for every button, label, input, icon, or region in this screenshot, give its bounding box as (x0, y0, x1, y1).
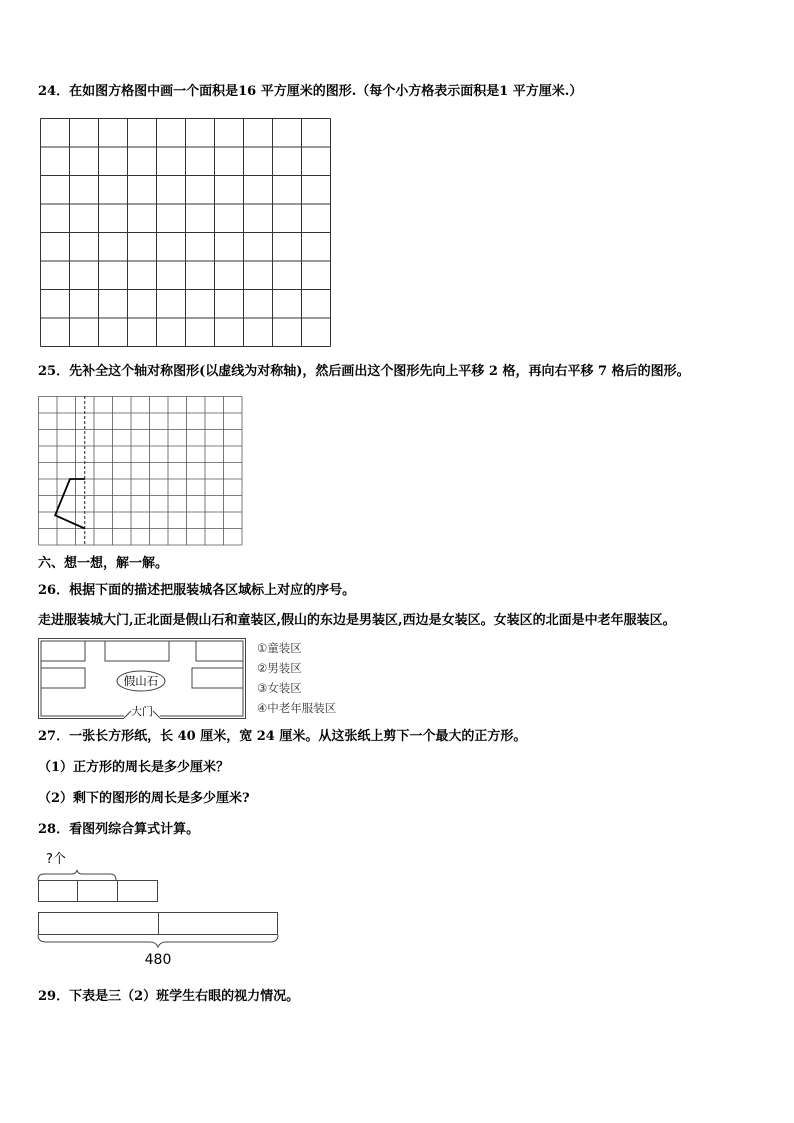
top-bar-segment-3 (118, 881, 158, 902)
q28-text: 看图列综合算式计算。 (69, 822, 200, 837)
option-kids: ①童装区 (257, 641, 302, 655)
bottom-bar-segment-2 (159, 913, 278, 935)
zone-north[interactable] (105, 641, 169, 661)
q28-prompt (38, 822, 199, 838)
q25-number: 25． (38, 364, 70, 379)
q25-symmetry-grid[interactable] (38, 396, 243, 546)
half-figure (55, 479, 85, 529)
q24-text: 在如图方格图中画一个面积是16 平方厘米的图形.（每个小方格表示面积是1 平方厘米.） (69, 84, 583, 99)
q24-number: 24． (38, 84, 70, 99)
zone-northeast[interactable] (196, 641, 243, 661)
q25-text: 先补全这个轴对称图形(以虚线为对称轴)，然后画出这个图形先向上平移 2 格，再向右平移 7 格后的图形。 (69, 364, 690, 379)
gate-label: 大门 (131, 705, 153, 718)
q26-text: 根据下面的描述把服装城各区域标上对应的序号。 (69, 583, 356, 598)
option-seniors: ④中老年服装区 (257, 701, 337, 715)
bottom-brace (38, 935, 278, 947)
q29-text: 下表是三（2）班学生右眼的视力情况。 (69, 989, 300, 1004)
zone-east[interactable] (192, 668, 243, 688)
clothing-city-map (38, 638, 246, 720)
q24-square-grid[interactable] (40, 118, 331, 347)
q29-prompt (38, 989, 299, 1005)
q25-prompt (38, 364, 690, 380)
total-label: 480 (144, 952, 172, 968)
option-women: ③女装区 (257, 681, 302, 695)
zone-northwest[interactable] (41, 641, 85, 661)
q24-prompt (38, 84, 582, 100)
section6-title: 六、想一想，解一解。 (38, 556, 169, 571)
q27-text: 一张长方形纸，长 40 厘米，宽 24 厘米。从这张纸上剪下一个最大的正方形。 (69, 729, 527, 744)
q29-number: 29． (38, 989, 70, 1004)
q27-prompt (38, 729, 526, 745)
q27-sub1: （1）正方形的周长是多少厘米？ (38, 760, 230, 775)
bottom-bar-segment-1 (39, 913, 159, 935)
zone-west[interactable] (41, 668, 85, 688)
q27-number: 27． (38, 729, 70, 744)
q27-sub2: （2）剩下的图形的周长是多少厘米? (38, 791, 250, 806)
q28-number: 28． (38, 822, 70, 837)
option-men: ②男装区 (257, 661, 302, 675)
unknown-count-label: ?个 (46, 852, 66, 867)
top-bar-segment-2 (78, 881, 118, 902)
top-brace (38, 870, 116, 880)
q28-bar-diagram (36, 848, 286, 970)
top-bar-segment-1 (39, 881, 78, 902)
rockery-label: 假山石 (123, 674, 159, 688)
q26-description: 走进服装城大门,正北面是假山石和童装区,假山的东边是男装区,西边是女装区。女装区的北面是中老年服装区。 (38, 613, 676, 628)
q26-prompt (38, 583, 355, 599)
q26-number: 26． (38, 583, 70, 598)
